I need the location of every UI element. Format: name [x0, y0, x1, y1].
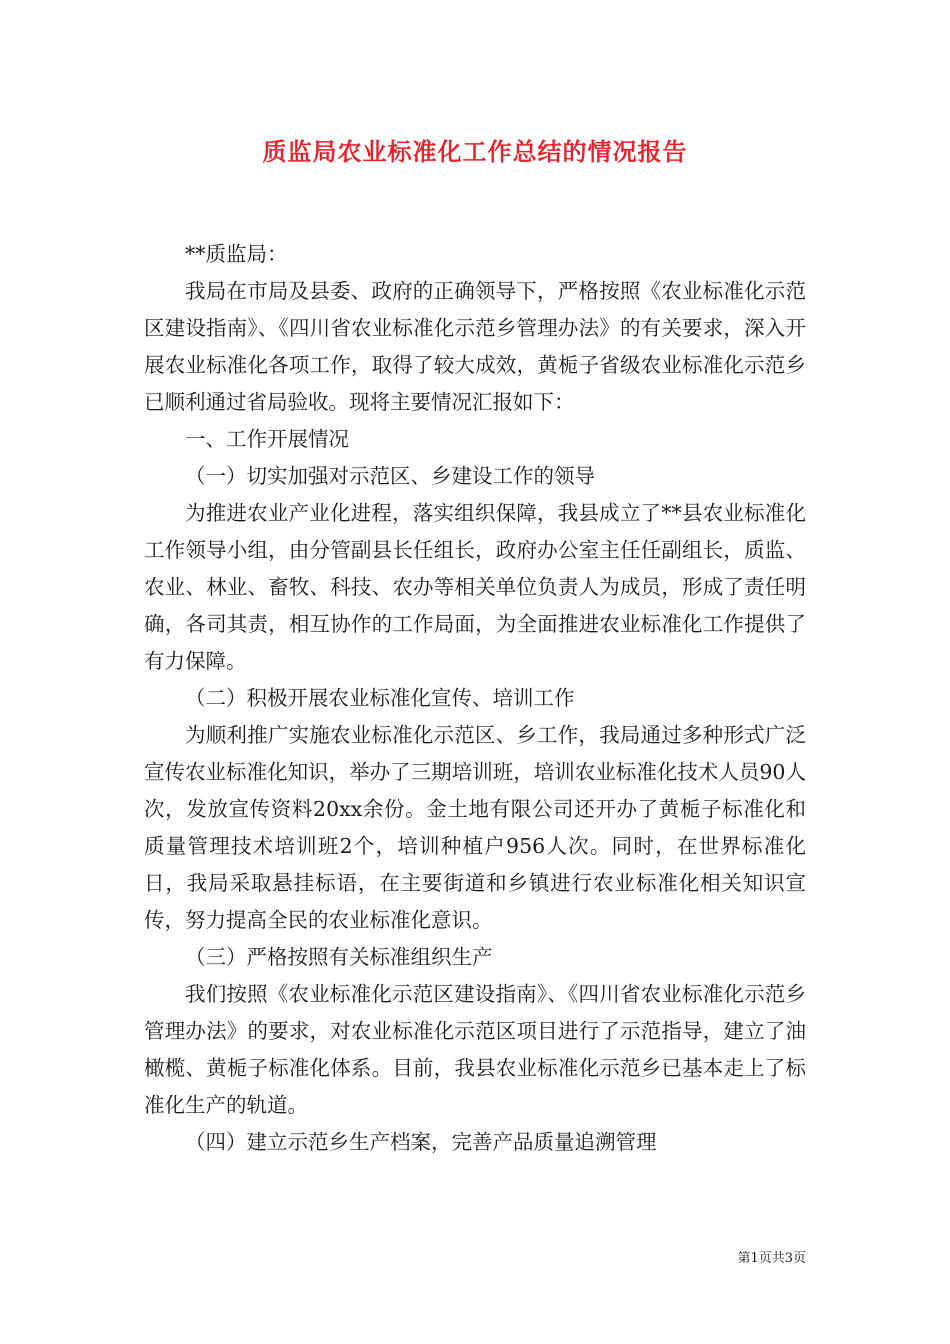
document-title: 质监局农业标准化工作总结的情况报告: [262, 137, 688, 166]
body-paragraph: 为推进农业产业化进程，落实组织保障，我县成立了**县农业标准化工作领导小组，由分管副县长任组长，政府办公室主任任副组长，质监、农业、林业、畜牧、科技、农办等相关单位负责人为成员，形成了责任明确，各司其责，相互协作的工作局面，为全面推进农业标准化工作提供了有力保障。: [144, 501, 806, 673]
subsection-heading: （四）建立示范乡生产档案，完善产品质量追溯管理: [185, 1130, 657, 1154]
body-paragraph: 为顺利推广实施农业标准化示范区、乡工作，我局通过多种形式广泛宣传农业标准化知识，举办了三期培训班，培训农业标准化技术人员90人次，发放宣传资料20xx余份。金土地有限公司还开办了黄栀子标准化和质量管理技术培训班2个，培训种植户956人次。同时，在世界标准化日，我局采取悬挂标语，在主要街道和乡镇进行农业标准化相关知识宣传，努力提高全民的农业标准化意识。: [144, 723, 806, 932]
intro-paragraph: 我局在市局及县委、政府的正确领导下，严格按照《农业标准化示范区建设指南》、《四川省农业标准化示范乡管理办法》的有关要求，深入开展农业标准化各项工作，取得了较大成效，黄栀子省级农业标准化示范乡已顺利通过省局验收。现将主要情况汇报如下：: [144, 279, 806, 414]
subsection-heading: （一）切实加强对示范区、乡建设工作的领导: [185, 464, 595, 488]
body-paragraph: 我们按照《农业标准化示范区建设指南》、《四川省农业标准化示范乡管理办法》的要求，对农业标准化示范区项目进行了示范指导，建立了油橄榄、黄栀子标准化体系。目前，我县农业标准化示范乡已基本走上了标准化生产的轨道。: [144, 982, 806, 1117]
page-number-footer: 第1页共3页: [737, 1251, 806, 1266]
section-heading: 一、工作开展情况: [185, 427, 349, 451]
salutation: **质监局：: [185, 242, 288, 266]
subsection-heading: （三）严格按照有关标准组织生产: [185, 945, 493, 969]
document-body: [144, 236, 806, 1161]
subsection-heading: （二）积极开展农业标准化宣传、培训工作: [185, 686, 575, 710]
